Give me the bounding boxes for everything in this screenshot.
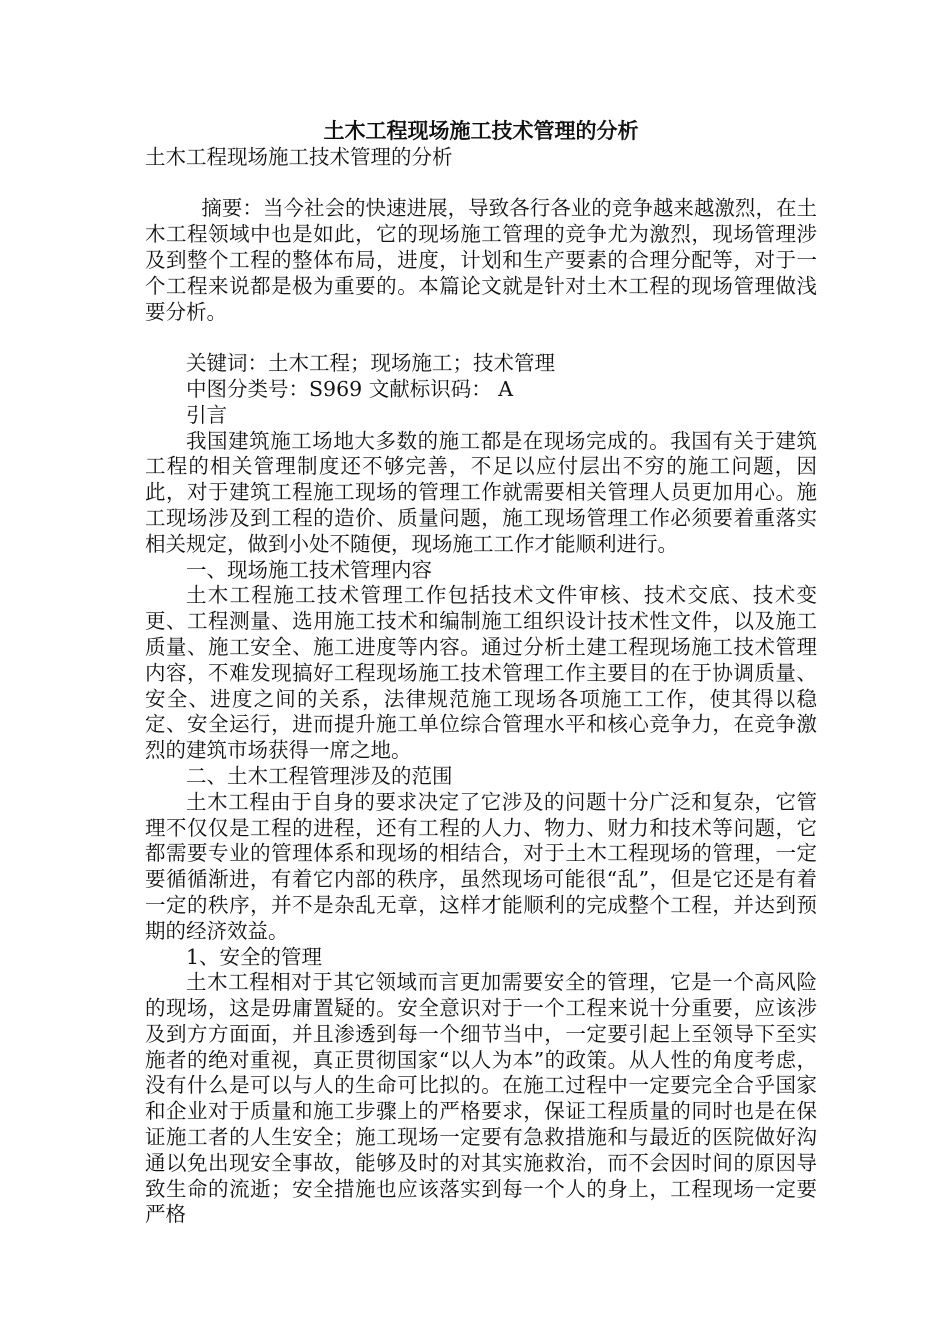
blank-line bbox=[145, 171, 817, 197]
subsection-1-paragraph: 土木工程相对于其它领域而言更加需要安全的管理，它是一个高风险的现场，这是毋庸置疑的。安全意识对于一个工程来说十分重要，应该涉及到方方面面，并且渗透到每一个细节当中，一定要引起上至领导下至实施者的绝对重视，真正贯彻国家“以人为本”的政策。从人性的角度考虑，没有什么是可以与人的生命可比拟的。在施工过程中一定要完全合乎国家和企业对于质量和施工步骤上的严格要求，保证工程质量的同时也是在保证施工者的人生安全；施工现场一定要有急救措施和与最近的医院做好沟通以免出现安全事故，能够及时的对其实施救治，而不会因时间的原因导致生命的流逝；安全措施也应该落实到每一个人的身上，工程现场一定要严格 bbox=[145, 970, 817, 1227]
classification-line: 中图分类号：S969 文献标识码： A bbox=[186, 376, 514, 401]
section-1-heading: 一、现场施工技术管理内容 bbox=[186, 557, 432, 582]
section-2-heading: 二、土木工程管理涉及的范围 bbox=[186, 763, 453, 788]
section-2-paragraph: 土木工程由于自身的要求决定了它涉及的问题十分广泛和复杂，它管理不仅仅是工程的进程，还有工程的人力、物力、财力和技术等问题，它都需要专业的管理体系和现场的相结合，对于土木工程现场的管理，一定要循循渐进，有着它内部的秩序，虽然现场可能很“乱”，但是它还是有着一定的秩序，并不是杂乱无章，这样才能顺利的完成整个工程，并达到预期的经济效益。 bbox=[145, 789, 817, 943]
document-subtitle: 土木工程现场施工技术管理的分析 bbox=[145, 144, 453, 169]
intro-heading: 引言 bbox=[186, 402, 227, 427]
section-1-paragraph: 土木工程施工技术管理工作包括技术文件审核、技术交底、技术变更、工程测量、选用施工技术和编制施工组织设计技术性文件，以及施工质量、施工安全、施工进度等内容。通过分析土建工程现场施工技术管理内容，不难发现搞好工程现场施工技术管理工作主要目的在于协调质量、安全、进度之间的关系，法律规范施工现场各项施工工作，使其得以稳定、安全运行，进而提升施工单位综合管理水平和核心竞争力，在竞争激烈的建筑市场获得一席之地。 bbox=[145, 583, 817, 763]
abstract-paragraph: 摘要：当今社会的快速进展，导致各行各业的竞争越来越激烈，在土木工程领域中也是如此，它的现场施工管理的竞争尤为激烈，现场管理涉及到整个工程的整体布局，进度，计划和生产要素的合理分配等，对于一个工程来说都是极为重要的。本篇论文就是针对土木工程的现场管理做浅要分析。 bbox=[145, 196, 817, 324]
document-page bbox=[145, 118, 817, 1228]
subsection-1-heading: 1、安全的管理 bbox=[186, 944, 323, 969]
blank-line bbox=[145, 325, 817, 351]
document-title: 土木工程现场施工技术管理的分析 bbox=[323, 118, 639, 143]
intro-paragraph: 我国建筑施工场地大多数的施工都是在现场完成的。我国有关于建筑工程的相关管理制度还不够完善，不足以应付层出不穷的施工问题，因此，对于建筑工程施工现场的管理工作就需要相关管理人员更加用心。施工现场涉及到工程的造价、质量问题，施工现场管理工作必须要着重落实相关规定，做到小处不随便，现场施工工作才能顺利进行。 bbox=[145, 428, 817, 556]
keywords-line: 关键词：土木工程；现场施工；技术管理 bbox=[186, 351, 555, 376]
